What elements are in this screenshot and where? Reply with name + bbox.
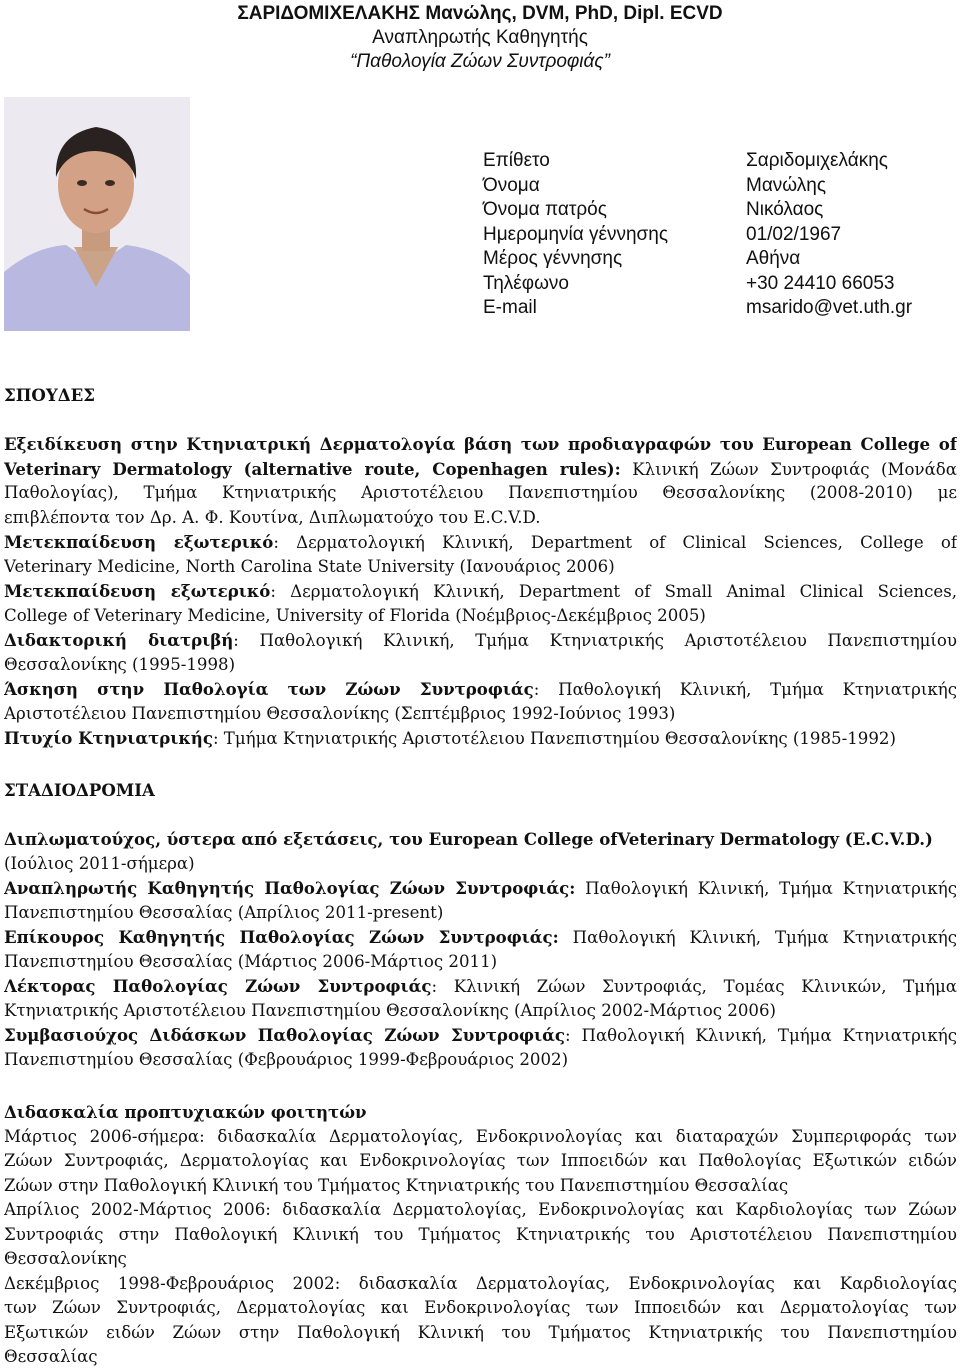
studies-line: Πτυχίο Κτηνιατρικής: Τμήμα Κτηνιατρικής Αριστοτέλειου Πανεπιστημίου Θεσσαλονίκης (1985-1992) <box>4 728 896 748</box>
value-first-name: Μανώλης <box>746 174 827 196</box>
studies-section <box>4 383 957 751</box>
teaching-line: Συντροφιάς στην Παθολογική Κλινική του Τμήματος Κτηνιατρικής του Αριστοτέλειου Πανεπιστημίου <box>4 1224 957 1244</box>
studies-line: Εξειδίκευση στην Κτηνιατρική Δερματολογία βάση των προδιαγραφών του European College of <box>4 434 957 454</box>
studies-line: Θεσσαλονίκης (1995-1998) <box>4 654 236 674</box>
teaching-line: Ζώων Συντροφιάς, Δερματολογίας και Ενδοκρινολογίας των Ιπποειδών και Παθολογίας Εξωτικών ειδών <box>4 1151 957 1170</box>
personal-values <box>746 149 912 321</box>
career-line: Πανεπιστημίου Θεσσαλίας (Φεβρουάριος 1999-Φεβρουάριος 2002) <box>4 1049 569 1069</box>
value-father-name: Νικόλαος <box>746 199 824 220</box>
label-first-name: Όνομα <box>483 174 540 196</box>
studies-line: Παθολογίας), Τμήμα Κτηνιατρικής Αριστοτέλειου Πανεπιστημίου Θεσσαλονίκης (2008-2010) με <box>4 483 957 502</box>
career-line: Πανεπιστημίου Θεσσαλίας (Απρίλιος 2011-present) <box>4 902 444 922</box>
career-section <box>4 778 957 1072</box>
teaching-line: Εξωτικών ειδών Ζώων στην Παθολογική Κλινική του Τμήματος Κτηνιατρικής του Πανεπιστημίου <box>4 1322 957 1342</box>
personal-labels <box>483 149 668 321</box>
career-heading: ΣΤΑΔΙΟΔΡΟΜΙΑ <box>4 780 155 800</box>
teaching-line: των Ζώων Συντροφιάς, Δερματολογίας και Ενδοκρινολογίας των Ιπποειδών και Δερματολογίας των <box>4 1298 957 1317</box>
career-line: Αναπληρωτής Καθηγητής Παθολογίας Ζώων Συντροφιάς: Παθολογική Κλινική, Τμήμα Κτηνιατρικής <box>4 878 957 898</box>
teaching-line: Μάρτιος 2006-σήμερα: διδασκαλία Δερματολογίας, Ενδοκρινολογίας και διαταραχών Συμπεριφοράς των <box>4 1126 957 1146</box>
career-line: Επίκουρος Καθηγητής Παθολογίας Ζώων Συντροφιάς: Παθολογική Κλινική, Τμήμα Κτηνιατρικής <box>4 927 957 947</box>
studies-line: Αριστοτέλειου Πανεπιστημίου Θεσσαλονίκης (Σεπτέμβριος 1992-Ιούνιος 1993) <box>4 703 676 723</box>
career-line: Συμβασιούχος Διδάσκων Παθολογίας Ζώων Συντροφιάς: Παθολογική Κλινική, Τμήμα Κτηνιατρικής <box>4 1025 957 1045</box>
studies-line: College of Veterinary Medicine, University of Florida (Νοέμβριος-Δεκέμβριος 2005) <box>4 605 706 625</box>
studies-line: Veterinary Medicine, North Carolina State University (Ιανουάριος 2006) <box>4 556 615 576</box>
label-birth-date: Ημερομηνία γέννησης <box>483 223 668 245</box>
teaching-line: Δεκέμβριος 1998-Φεβρουάριος 2002: διδασκαλία Δερματολογίας, Ενδοκρινολογίας και Καρδιολογίας <box>4 1273 957 1293</box>
studies-line: Μετεκπαίδευση εξωτερικό: Δερματολογική Κλινική, Department of Clinical Sciences, College of <box>4 532 957 552</box>
teaching-line: Ζώων στην Παθολογική Κλινική του Τμήματος Κτηνιατρικής του Πανεπιστημίου Θεσσαλίας <box>4 1175 789 1195</box>
value-birth-place: Αθήνα <box>746 248 801 269</box>
academic-position: Αναπληρωτής Καθηγητής <box>372 27 588 48</box>
career-line: (Ιούλιος 2011-σήμερα) <box>4 853 195 873</box>
value-birth-date: 01/02/1967 <box>746 223 842 245</box>
teaching-line: Απρίλιος 2002-Μάρτιος 2006: διδασκαλία Δερματολογίας, Ενδοκρινολογίας και Καρδιολογίας των Ζώων <box>4 1200 957 1219</box>
label-father-name: Όνομα πατρός <box>483 199 607 220</box>
studies-line: Διδακτορική διατριβή: Παθολογική Κλινική, Τμήμα Κτηνιατρικής Αριστοτέλειου Πανεπιστημίου <box>4 630 957 650</box>
label-email: E-mail <box>483 297 537 318</box>
studies-line: επιβλέποντα τον Δρ. Α. Φ. Κουτίνα, Διπλωματούχο του E.C.V.D. <box>4 507 541 527</box>
value-email[interactable]: msarido@vet.uth.gr <box>746 297 913 318</box>
studies-heading: ΣΠΟΥΔΕΣ <box>4 385 95 405</box>
teaching-heading: Διδασκαλία προπτυχιακών φοιτητών <box>4 1102 367 1122</box>
value-phone: +30 24410 66053 <box>746 272 895 294</box>
portrait-photo <box>4 97 190 331</box>
teaching-section <box>4 1100 957 1370</box>
career-line: Διπλωματούχος, ύστερα από εξετάσεις, του European College ofVeterinary Dermatology (E.C.V.D.) <box>4 829 933 849</box>
teaching-line: Θεσσαλονίκης <box>4 1249 127 1268</box>
label-birth-place: Μέρος γέννησης <box>483 248 623 269</box>
studies-line: Άσκηση στην Παθολογία των Ζώων Συντροφιάς: Παθολογική Κλινική, Τμήμα Κτηνιατρικής <box>4 679 957 699</box>
studies-line: Μετεκπαίδευση εξωτερικό: Δερματολογική Κλινική, Department of Small Animal Clinical Sciences, <box>4 581 957 601</box>
career-line: Λέκτορας Παθολογίας Ζώων Συντροφιάς: Κλινική Ζώων Συντροφιάς, Τομέας Κλινικών, Τμήμα <box>4 976 957 996</box>
academic-field: “Παθολογία Ζώων Συντροφιάς” <box>350 51 610 72</box>
value-surname: Σαριδομιχελάκης <box>746 150 888 171</box>
career-line: Κτηνιατρικής Αριστοτέλειου Πανεπιστημίου Θεσσαλονίκης (Απρίλιος 2002-Μάρτιος 2006) <box>4 1000 776 1020</box>
label-phone: Τηλέφωνο <box>483 272 569 294</box>
cv-name-title: ΣΑΡΙΔΟΜΙΧΕΛΑΚΗΣ Μανώλης, DVM, PhD, Dipl. ECVD <box>237 3 723 24</box>
teaching-line: Θεσσαλίας <box>4 1347 98 1366</box>
career-line: Πανεπιστημίου Θεσσαλίας (Μάρτιος 2006-Μάρτιος 2011) <box>4 951 498 971</box>
label-surname: Επίθετο <box>483 150 550 171</box>
studies-line: Veterinary Dermatology (alternative route, Copenhagen rules): Κλινική Ζώων Συντροφιάς (Μονάδα <box>4 458 957 479</box>
